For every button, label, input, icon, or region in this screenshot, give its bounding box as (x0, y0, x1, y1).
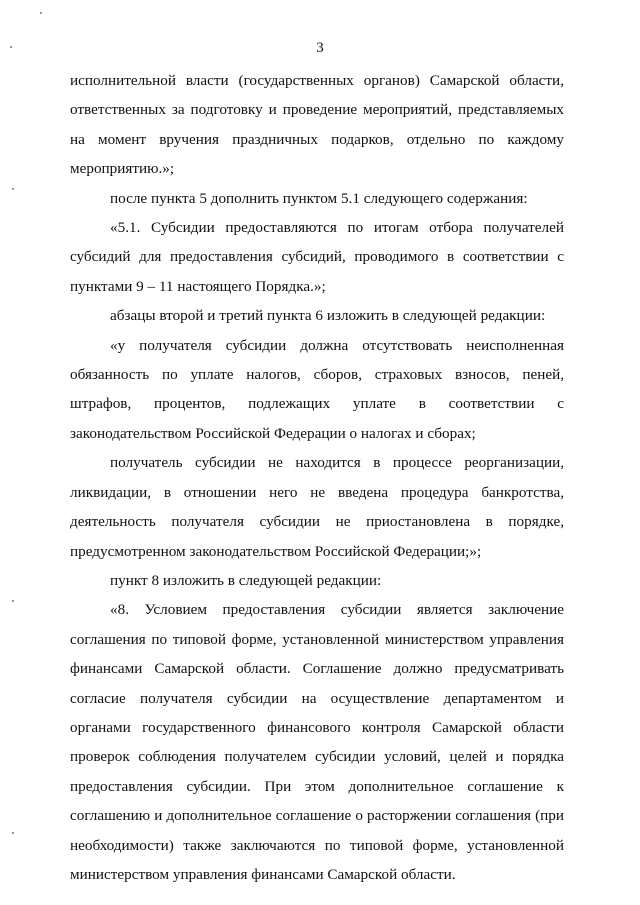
scan-speck (12, 832, 14, 834)
paragraph-item-8: «8. Условием предоставления субсидии является заключение соглашения по типовой форме, установленной министерством управления финансами Самарской области. Соглашение должно предусматривать согласие получателя субсидии на осуществление департаментом и органами государственного финансового контроля Самарской области проверок соблюдения получателем субсидии условий, целей и порядка предоставления субсидии. При этом дополнительное соглашение к соглашению и дополнительное соглашение о расторжении соглашения (при необходимости) также заключаются по типовой форме, установленной министерством управления финансами Самарской области. (70, 601, 564, 883)
paragraph-item-5-1: «5.1. Субсидии предоставляются по итогам отбора получателей субсидий для предоставления субсидий, проводимого в соответствии с пунктами 9 – 11 настоящего Порядка.»; (70, 219, 564, 295)
page-number: 3 (316, 40, 324, 56)
paragraph-item-6-tax: «у получателя субсидии должна отсутствовать неисполненная обязанность по уплате налогов, сборов, страховых взносов, пеней, штрафов, процентов, подлежащих уплате в соответствии с законодательством Российской Федерации о налогах и сборах; (70, 336, 564, 442)
paragraph-amendment-6-intro: абзацы второй и третий пункта 6 изложить в следующей редакции: (110, 307, 546, 325)
paragraph-item-6-reorganization: получатель субсидии не находится в процессе реорганизации, ликвидации, в отношении него не введена процедура банкротства, деятельность получателя субсидии не приостановлена в порядке, предусмотренном законодательством Российской Федерации;»; (70, 454, 564, 560)
paragraph-amendment-8-intro: пункт 8 изложить в следующей редакции: (110, 571, 382, 589)
scan-speck (12, 188, 14, 190)
scan-speck (12, 600, 14, 602)
scan-speck (40, 12, 42, 14)
paragraph-continuation: исполнительной власти (государственных органов) Самарской области, ответственных за подготовку и проведение мероприятий, представляемых на момент вручения праздничных подарков, отдельно по каждому мероприятию.»; (70, 72, 564, 178)
paragraph-amendment-5-1-intro: после пункта 5 дополнить пунктом 5.1 следующего содержания: (110, 189, 528, 207)
document-body (70, 66, 564, 889)
